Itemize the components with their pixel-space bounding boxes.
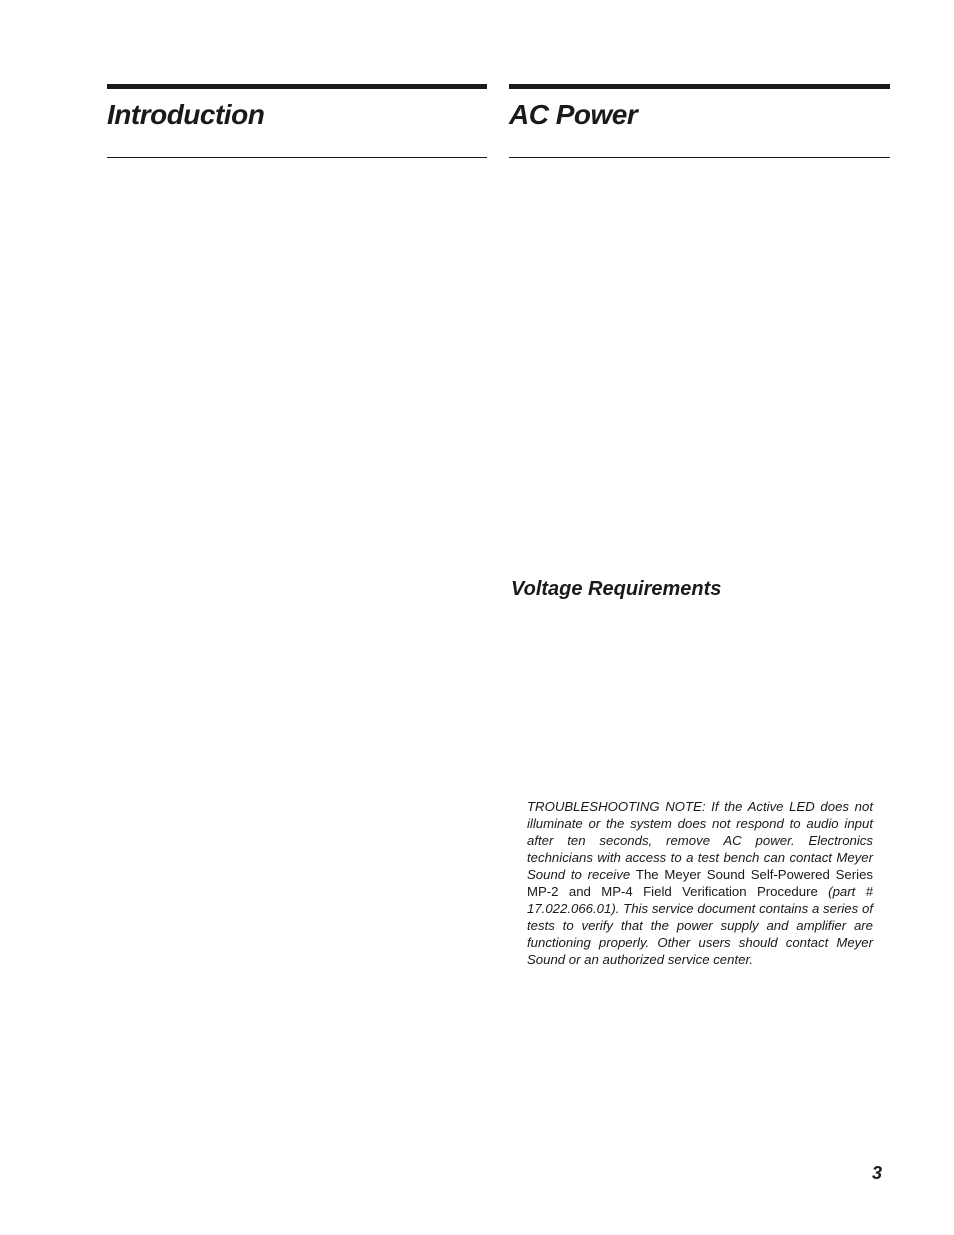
troubleshooting-note: [527, 798, 873, 968]
note-text-2: (part # 17.022.066.01). This service document contains a series of tests to verify that the power supply and amplifier are functioning properly. Other users should contact Meyer Sound or an authorized service center.: [527, 884, 874, 967]
note-text-1: If the Active LED does not illuminate or the system does not respond to audio input after ten seconds, remove AC power. Electronics technicians with access to a test bench can contact Meyer Sound to receive: [527, 799, 873, 882]
introduction-heading: Introduction: [107, 99, 265, 130]
note-label: TROUBLESHOOTING NOTE:: [527, 799, 706, 814]
section-bottom-rule: [509, 157, 890, 158]
section-top-rule: [107, 84, 487, 89]
page-number: 3: [872, 1163, 883, 1183]
introduction-section: [107, 84, 487, 130]
ac-power-section: [509, 84, 890, 130]
note-document-title: The Meyer Sound Self-Powered Series MP-2 and MP-4 Field Verification Procedure: [527, 867, 873, 899]
voltage-requirements-heading: Voltage Requirements: [511, 578, 722, 600]
section-top-rule: [509, 84, 890, 89]
ac-power-heading: AC Power: [509, 99, 638, 130]
section-bottom-rule: [107, 157, 487, 158]
